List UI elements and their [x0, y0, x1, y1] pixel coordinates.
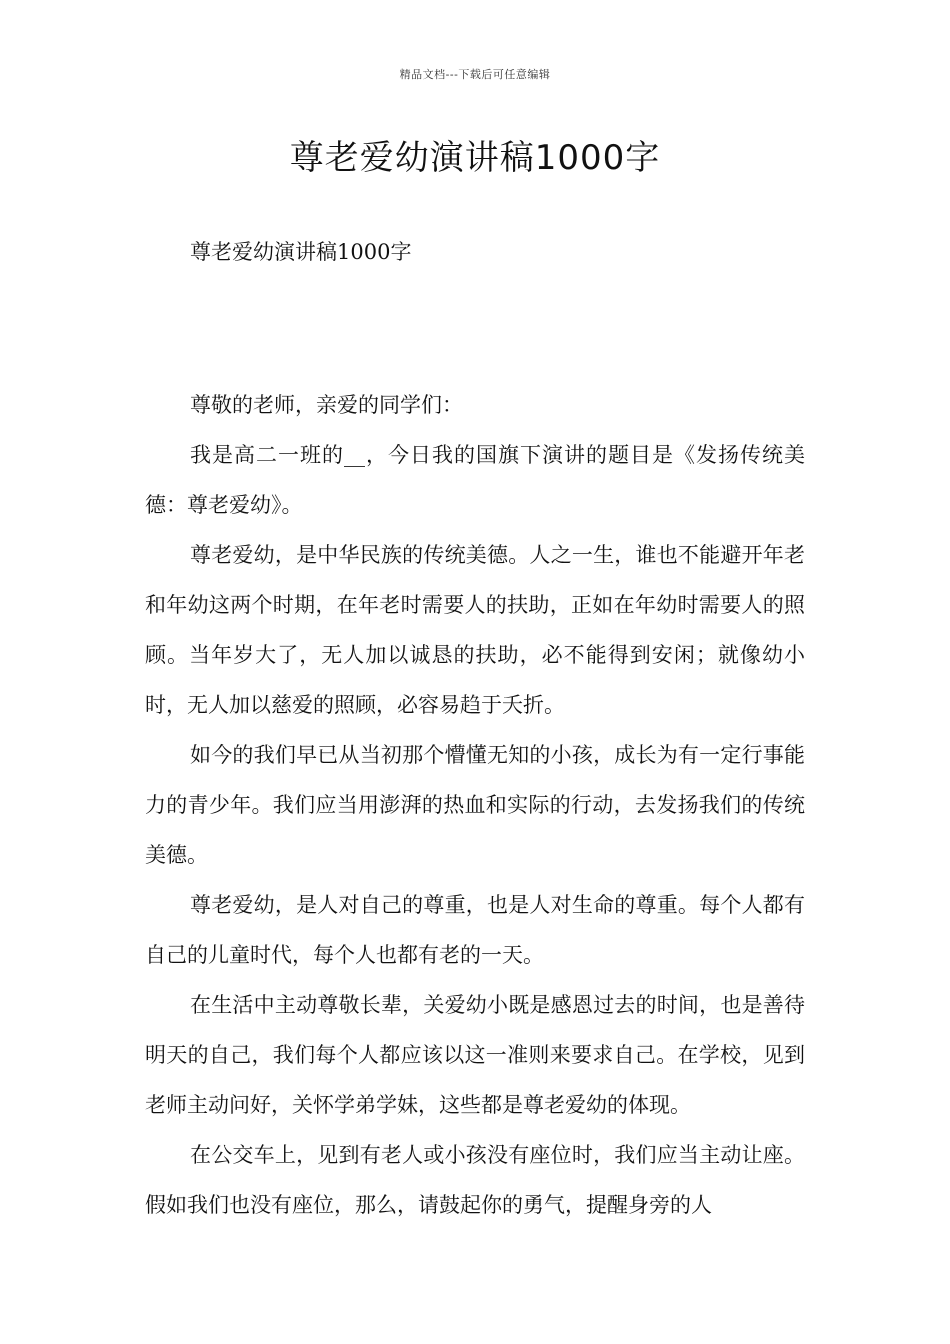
paragraph-greeting: 尊敬的老师，亲爱的同学们： — [190, 393, 463, 417]
paragraph: 尊老爱幼，是中华民族的传统美德。人之一生，谁也不能避开年老和年幼这两个时期，在年老时需要人的扶助，正如在年幼时需要人的照顾。当年岁大了，无人加以诚恳的扶助，必不能得到安闲；就像幼小时，无人加以慈爱的照顾，必容易趋于夭折。 — [145, 543, 805, 717]
paragraph: 在生活中主动尊敬长辈，关爱幼小既是感恩过去的时间，也是善待明天的自己，我们每个人都应该以这一准则来要求自己。在学校，见到老师主动问好，关怀学弟学妹，这些都是尊老爱幼的体现。 — [145, 993, 805, 1117]
paragraph: 如今的我们早已从当初那个懵懂无知的小孩，成长为有一定行事能力的青少年。我们应当用澎湃的热血和实际的行动，去发扬我们的传统美德。 — [145, 743, 805, 867]
document-title: 尊老爱幼演讲稿1000字 — [289, 138, 661, 178]
document-body — [145, 380, 805, 1230]
paragraph: 尊老爱幼，是人对自己的尊重，也是人对生命的尊重。每个人都有自己的儿童时代，每个人也都有老的一天。 — [145, 893, 805, 967]
document-subtitle: 尊老爱幼演讲稿1000字 — [190, 240, 412, 264]
paragraph: 我是高二一班的__，今日我的国旗下演讲的题目是《发扬传统美德：尊老爱幼》。 — [145, 443, 805, 517]
paragraph: 在公交车上，见到有老人或小孩没有座位时，我们应当主动让座。假如我们也没有座位，那么，请鼓起你的勇气，提醒身旁的人 — [145, 1143, 805, 1217]
header-note: 精品文档---下载后可任意编辑 — [399, 68, 551, 81]
